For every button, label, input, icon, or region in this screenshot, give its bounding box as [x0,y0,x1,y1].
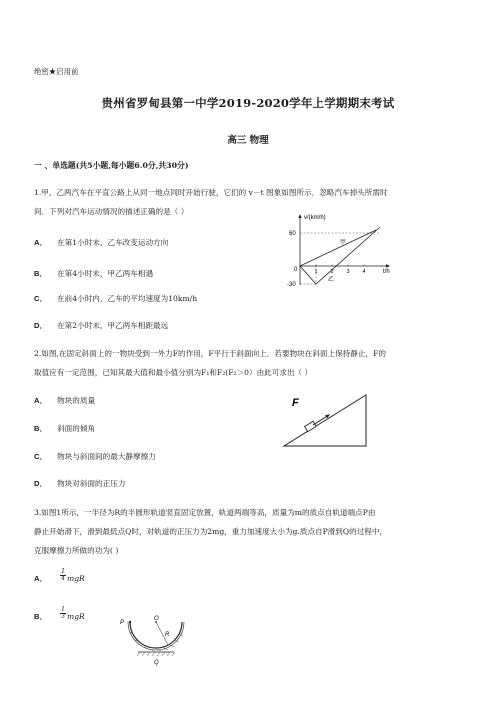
point-p [129,621,131,623]
graph-tick-1: 1 [314,269,318,275]
q2-stem-line1: 2.如图,在固定斜面上的一物块受到一外力F的作用，F平行于斜面向上．若要物块在斜面上保持静止，F的 [34,349,386,358]
q3-option-a: A． [34,574,48,583]
q2-option-c: C． 物块与斜面间的最大静摩擦力 [34,452,156,461]
line-yi [300,227,380,284]
secret-label: 绝密★启用前 [34,67,79,76]
block [305,421,317,431]
graph-label-jia: 甲 [340,240,347,246]
q3-option-a-fraction: 1 4 [61,568,65,582]
q1-option-b: B． 在第4小时末，甲乙两车相遇 [34,269,154,278]
q1-option-a: A． 在第1小时末，乙车改变运动方向 [34,238,169,247]
label-q: Q [154,660,159,666]
q1-stem-line2: 间．下列对汽车运动情况的描述正确的是（ ） [34,207,189,216]
force-label: F [292,397,299,409]
q3-stem-line2: 静止开始滑下，滑到最低点Q时，对轨道的正压力为2mg，重力加速度大小为g.质点自P滑到Q的过程中， [34,527,388,536]
graph-xlabel: t/h [383,269,390,275]
q3-stem-line1: 3.如图1所示，一半径为R的半圆形轨道竖直固定放置，轨道两端等高，质量为m的质点自轨道端点P由 [34,508,376,517]
q3-option-b-fraction: 1 3 [61,606,65,620]
graph-tick-4: 4 [362,269,366,275]
q3-option-b: B． [34,612,48,621]
graph-tick-2: 2 [330,269,334,275]
graph-ylabel: v/(km/h) [304,215,326,221]
label-r: R [165,632,170,638]
graph-y-top: 60 [289,231,296,237]
q2-option-b: B． 斜面的倾角 [34,424,96,433]
track-figure [120,614,192,666]
label-o: O [154,616,159,622]
q3-stem-line3: 克服摩擦力所做的功为( ) [34,546,119,555]
q1-option-c: C． 在前4小时内，乙车的平均速度为10km/h [34,294,198,303]
q3-option-b-tail: mgR [67,612,85,621]
y-axis-arrow [298,214,301,218]
label-p: P [120,620,125,626]
q3-option-a-tail: mgR [67,574,85,583]
line-jia [300,230,376,266]
q1-option-d: D． 在第2小时末，甲乙两车相距最远 [34,321,169,330]
q2-stem-line2: 取值应有一定范围，已知其最大值和最小值分别为F₁和F₂(F₂＞0）由此可求出（ ） [34,368,313,377]
graph-tick-3: 3 [346,269,350,275]
graph-y-bottom: -30 [287,282,296,288]
track-outer [128,622,184,650]
page-subtitle: 高三 物理 [227,135,269,146]
section-heading: 一 、单选题(共5小题,每小题6.0分,共30分) [34,161,189,170]
q1-stem-line1: 1.甲，乙两汽车在平直公路上从同一地点同时开始行驶，它们的 v－t 图象如图所示．忽略汽车掉头所需时 [34,188,388,197]
graph-origin: 0 [294,267,298,273]
q2-option-a: A． 物块的质量 [34,396,96,405]
vt-graph [284,213,394,293]
q2-option-d: D． 物块对斜面的正压力 [34,479,126,488]
graph-label-yi: 乙 [328,277,335,283]
track-inner [130,622,182,648]
page-title: 贵州省罗甸县第一中学2019-2020学年上学期期末考试 [101,96,395,110]
incline-figure [282,392,368,450]
x-axis-arrow [386,264,390,267]
ground-hatching [137,652,175,656]
